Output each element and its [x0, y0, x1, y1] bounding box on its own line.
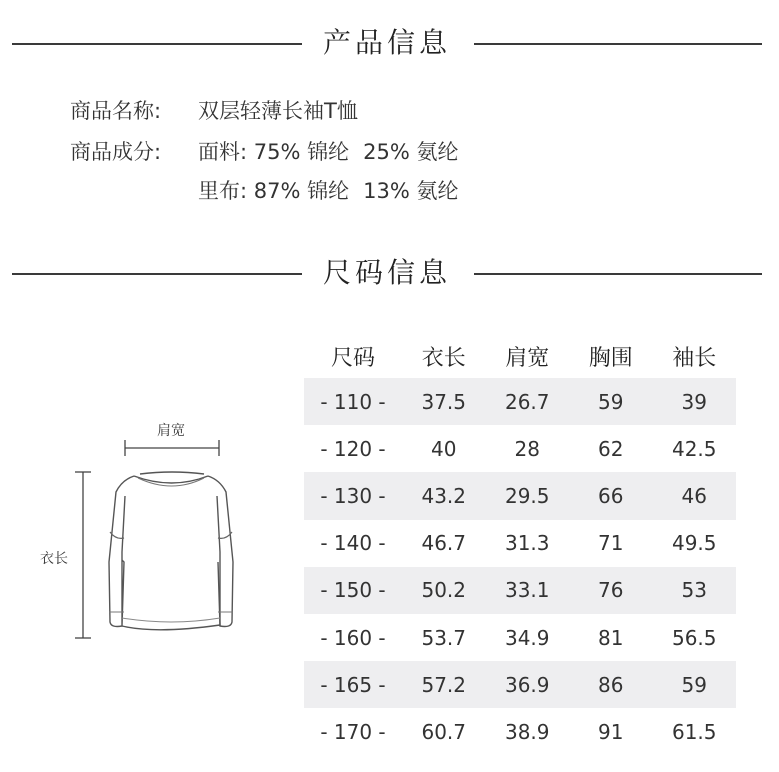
table-cell: 60.7 — [421, 719, 467, 744]
product-info-title: 产品信息 — [322, 26, 451, 59]
table-cell: 81 — [598, 625, 624, 650]
table-cell: - 160 - — [320, 625, 386, 650]
table-cell: 42.5 — [671, 436, 717, 461]
composition-row — [70, 137, 472, 167]
shoulder-width-label: 肩宽 — [157, 423, 185, 439]
table-cell: 49.5 — [671, 531, 717, 556]
table-cell: - 150 - — [304, 567, 402, 614]
composition-label: 商品成分: — [70, 140, 162, 164]
table-cell: 76 — [569, 567, 653, 614]
table-cell: - 140 - — [320, 531, 386, 556]
size-table-header — [304, 334, 736, 378]
column-header: 肩宽 — [505, 345, 550, 371]
header-rule-left — [12, 273, 302, 275]
header-rule-right — [474, 43, 762, 45]
column-header: 袖长 — [672, 345, 717, 371]
table-cell: 38.9 — [504, 719, 550, 744]
table-cell: 71 — [598, 531, 624, 556]
lining-fabric-value — [198, 176, 472, 206]
lining-fabric-part: 13% 氨纶 — [363, 179, 459, 203]
table-cell: 34.9 — [504, 625, 550, 650]
table-cell: 33.1 — [486, 567, 570, 614]
table-row — [304, 425, 736, 472]
table-cell: 56.5 — [671, 625, 717, 650]
table-row — [304, 472, 736, 519]
outer-fabric-value — [198, 137, 472, 167]
table-cell: - 165 - — [304, 661, 402, 708]
table-cell: 53.7 — [421, 625, 467, 650]
column-header: 胸围 — [588, 345, 633, 371]
table-cell: - 120 - — [320, 436, 386, 461]
size-info-title: 尺码信息 — [322, 256, 451, 289]
table-cell: 59 — [569, 378, 653, 425]
table-cell: 61.5 — [671, 719, 717, 744]
product-name-value: 双层轻薄长袖T恤 — [198, 99, 358, 123]
table-cell: - 130 - — [304, 472, 402, 519]
product-info-header — [0, 23, 779, 63]
body-length-label: 衣长 — [40, 551, 68, 567]
table-cell: - 110 - — [304, 378, 402, 425]
table-row — [304, 378, 736, 425]
product-name-row — [70, 96, 358, 126]
table-cell: 86 — [569, 661, 653, 708]
table-cell: 53 — [653, 567, 737, 614]
outer-fabric-part: 25% 氨纶 — [363, 140, 459, 164]
size-info-header — [0, 253, 779, 293]
table-cell: 91 — [598, 719, 624, 744]
table-cell: 46.7 — [421, 531, 467, 556]
table-cell: 66 — [569, 472, 653, 519]
table-cell: 37.5 — [402, 378, 486, 425]
table-cell: 43.2 — [402, 472, 486, 519]
table-cell: 46 — [653, 472, 737, 519]
garment-diagram — [36, 412, 276, 652]
table-row — [304, 661, 736, 708]
table-cell: 57.2 — [402, 661, 486, 708]
lining-fabric-part: 里布: 87% 锦纶 — [198, 179, 350, 203]
table-row — [304, 708, 736, 755]
table-cell: 50.2 — [402, 567, 486, 614]
table-row — [304, 614, 736, 661]
table-cell: 31.3 — [504, 531, 550, 556]
table-row — [304, 520, 736, 567]
table-cell: 28 — [514, 436, 540, 461]
table-cell: 26.7 — [486, 378, 570, 425]
table-cell: - 170 - — [320, 719, 386, 744]
header-rule-right — [474, 273, 762, 275]
table-cell: 39 — [653, 378, 737, 425]
lining-row — [70, 176, 472, 206]
header-rule-left — [12, 43, 302, 45]
long-sleeve-tshirt-icon — [36, 412, 276, 652]
table-cell: 29.5 — [486, 472, 570, 519]
table-cell: 62 — [598, 436, 624, 461]
column-header: 衣长 — [421, 345, 466, 371]
table-cell: 36.9 — [486, 661, 570, 708]
table-row — [304, 567, 736, 614]
column-header: 尺码 — [330, 345, 375, 371]
table-cell: 59 — [653, 661, 737, 708]
size-table — [304, 334, 736, 756]
product-name-label: 商品名称: — [70, 99, 162, 123]
outer-fabric-part: 面料: 75% 锦纶 — [198, 140, 350, 164]
table-cell: 40 — [431, 436, 457, 461]
